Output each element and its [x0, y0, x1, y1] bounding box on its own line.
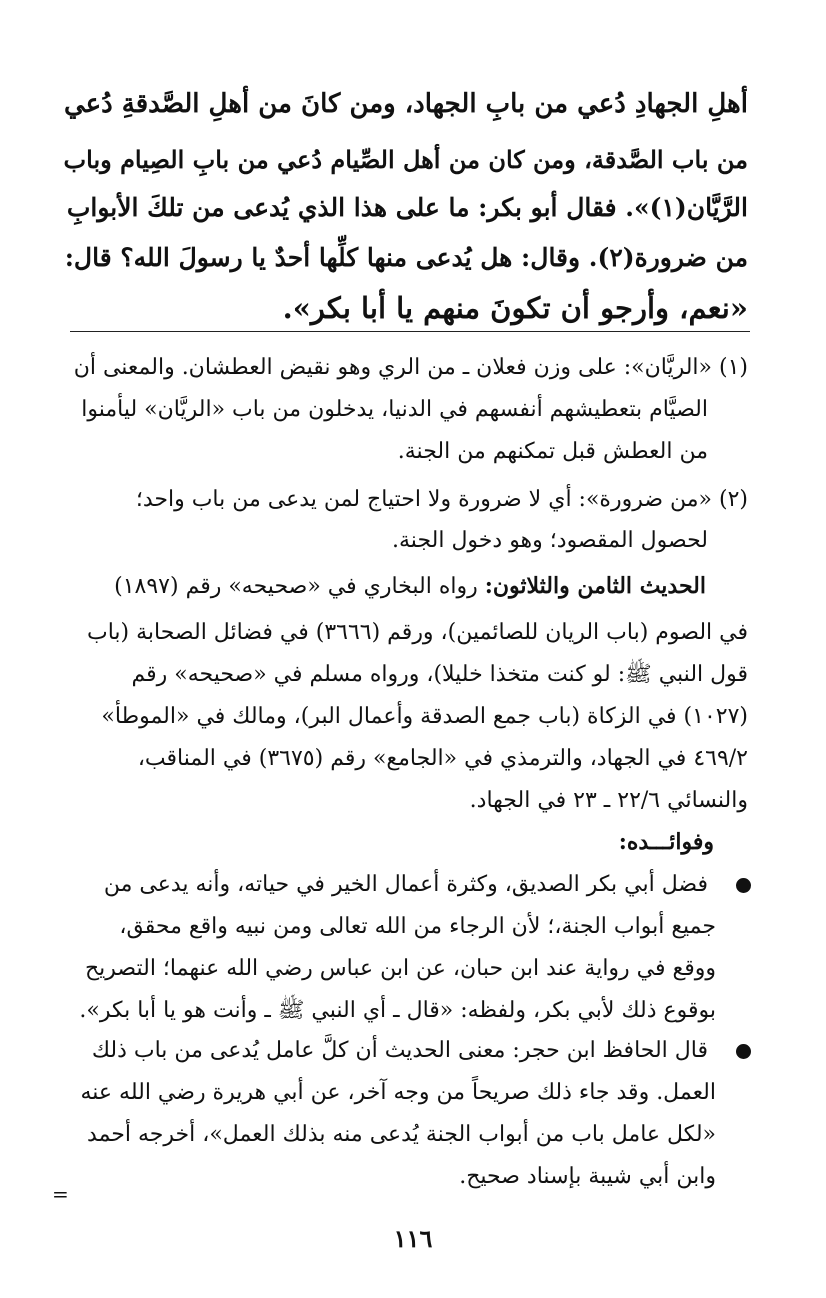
- margin-mark: =: [52, 1182, 69, 1206]
- benefit-line: فضل أبي بكر الصديق، وكثرة أعمال الخير في حياته، وأنه يدعى من: [103, 872, 708, 897]
- takhrij-line: قول النبي ﷺ: لو كنت متخذا خليلا)، ورواه مسلم في «صحيحه» رقم: [131, 662, 748, 687]
- footnote-1-line: من العطش قبل تمكنهم من الجنة.: [397, 439, 708, 464]
- hadith-first-line: [114, 566, 706, 607]
- benefit-line: «لكل عامل باب من أبواب الجنة يُدعى منه بذلك العمل»، أخرجه أحمد: [87, 1122, 716, 1147]
- footnote-1-line: (١) «الريَّان»: على وزن فعلان ـ من الري وهو نقيض العطشان. والمعنى أن: [73, 355, 748, 380]
- main-text-line: أهلِ الجهادِ دُعي من بابِ الجهاد، ومن كانَ من أهلِ الصَّدقةِ دُعي: [63, 89, 748, 119]
- benefit-line: ووقع في رواية عند ابن حبان، عن ابن عباس رضي الله عنهما؛ التصريح: [84, 956, 716, 981]
- takhrij-line: والنسائي ٢٢/٦ ـ ٢٣ في الجهاد.: [469, 788, 748, 813]
- benefit-line: قال الحافظ ابن حجر: معنى الحديث أن كلَّ عامل يُدعى من باب ذلك: [91, 1038, 708, 1063]
- takhrij-line: ٤٦٩/٢ في الجهاد، والترمذي في «الجامع» رقم (٣٦٧٥) في المناقب،: [137, 746, 748, 771]
- takhrij-line: في الصوم (باب الريان للصائمين)، ورقم (٣٦٦٦) في فضائل الصحابة (باب: [86, 620, 748, 645]
- footnote-2-line: لحصول المقصود؛ وهو دخول الجنة.: [392, 528, 708, 553]
- takhrij-line: (١٠٢٧) في الزكاة (باب جمع الصدقة وأعمال البر)، ومالك في «الموطأ»: [101, 704, 748, 729]
- main-text-line: «نعم، وأرجو أن تكونَ منهم يا أبا بكر».: [282, 291, 748, 325]
- bullet-icon: [736, 1044, 751, 1059]
- benefits-heading: وفوائـــده:: [618, 829, 714, 855]
- benefit-line: بوقوع ذلك لأبي بكر، ولفظه: «قال ـ أي النبي ﷺ ـ وأنت هو يا أبا بكر».: [79, 998, 716, 1023]
- benefit-line: وابن أبي شيبة بإسناد صحيح.: [459, 1164, 716, 1189]
- hadith-heading: الحديث الثامن والثلاثون:: [484, 573, 706, 599]
- benefit-line: العمل. وقد جاء ذلك صريحاً من وجه آخر، عن أبي هريرة رضي الله عنه: [80, 1080, 716, 1105]
- bullet-icon: [736, 878, 751, 893]
- benefit-line: جميع أبواب الجنة،؛ لأن الرجاء من الله تعالى ومن نبيه واقع محقق،: [119, 914, 716, 939]
- main-text-line: من باب الصَّدقة، ومن كان من أهل الصِّيام دُعي من بابِ الصِيام وباب: [63, 145, 748, 174]
- footnote-2-line: (٢) «من ضرورة»: أي لا ضرورة ولا احتياج لمن يدعى من باب واحد؛: [135, 487, 748, 512]
- footnote-1-line: الصيَّام بتعطيشهم أنفسهم في الدنيا، يدخلون من باب «الريَّان» ليأمنوا: [81, 397, 708, 422]
- main-text-line: من ضرورة(٢). وقال: هل يُدعى منها كلِّها أحدٌ يا رسولَ الله؟ قال:: [64, 243, 748, 272]
- main-text-line: الرَّيَّان(١)». فقال أبو بكر: ما على هذا الذي يُدعى من تلكَ الأبوابِ: [66, 193, 748, 222]
- takhrij-line: رواه البخاري في «صحيحه» رقم (١٨٩٧): [114, 574, 478, 599]
- page-number: ١١٦: [393, 1224, 433, 1253]
- footnote-separator: [70, 331, 750, 332]
